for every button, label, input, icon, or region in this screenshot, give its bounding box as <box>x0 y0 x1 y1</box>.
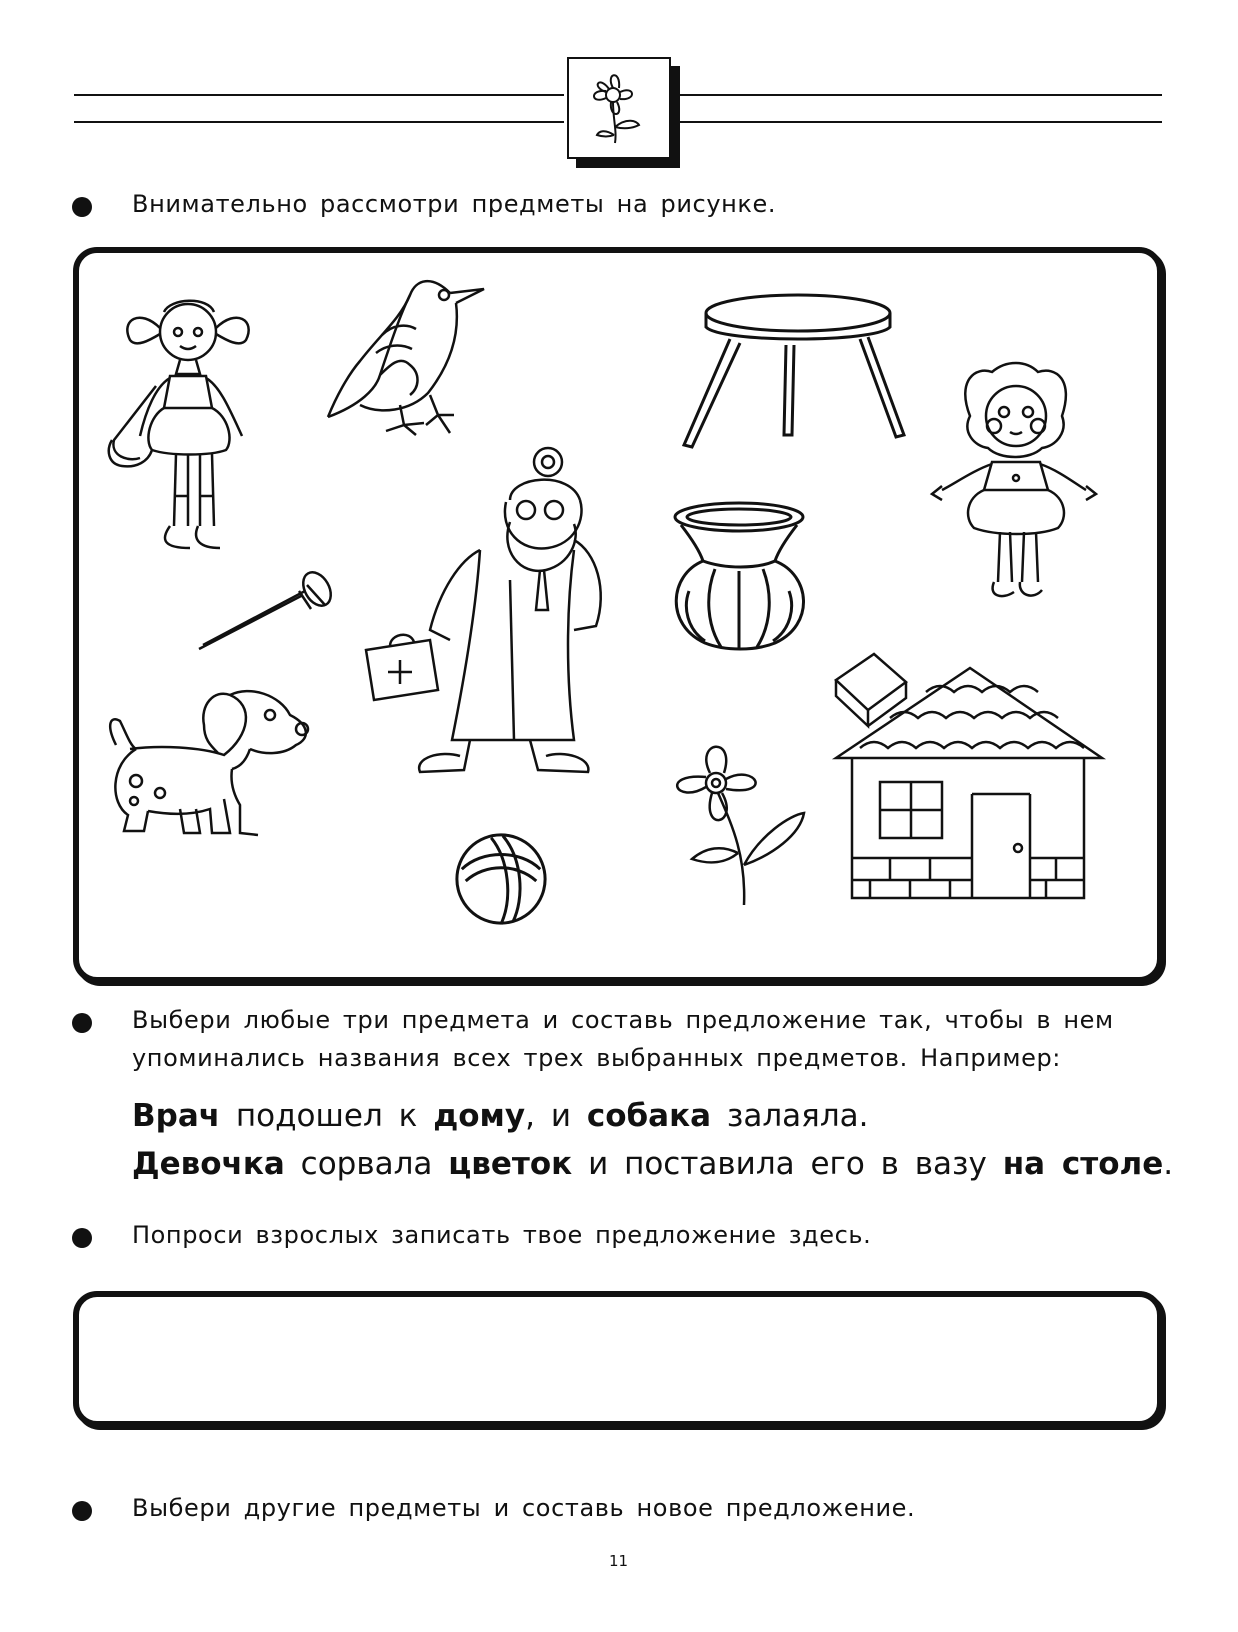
doctor-picture <box>360 440 610 780</box>
house-picture <box>830 648 1110 908</box>
instruction-choose-line2: упоминались названия всех трех выбранных предметов. Например: <box>132 1044 1061 1072</box>
example-text: , и <box>525 1098 587 1134</box>
bullet <box>72 1013 92 1033</box>
example-sentence-1 <box>132 1098 869 1134</box>
example-text: сорвала <box>284 1146 449 1182</box>
girl-picture <box>100 290 280 580</box>
example-keyword: на столе <box>1002 1146 1164 1182</box>
flower-picture <box>660 735 810 915</box>
pin-picture <box>195 565 345 655</box>
header-rule-left-bottom <box>74 121 564 123</box>
bird-picture <box>320 265 500 445</box>
example-keyword: Врач <box>132 1098 221 1134</box>
header-rule-right-bottom <box>676 121 1162 123</box>
example-keyword: собака <box>586 1098 712 1134</box>
instruction-ask-adults: Попроси взрослых записать твое предложение здесь. <box>132 1221 872 1249</box>
flower-icon <box>569 59 669 157</box>
instruction-choose-line1: Выбери любые три предмета и составь предложение так, чтобы в нем <box>132 1006 1114 1034</box>
bullet <box>72 1501 92 1521</box>
ball-picture <box>452 830 550 928</box>
example-text: залаяла. <box>711 1098 869 1134</box>
example-keyword: Девочка <box>132 1146 285 1182</box>
example-text: подошел к <box>220 1098 434 1134</box>
example-keyword: дому <box>433 1098 526 1134</box>
bullet <box>72 1228 92 1248</box>
dog-picture <box>100 685 320 855</box>
vase-picture <box>665 495 815 655</box>
example-keyword: цветок <box>448 1146 573 1182</box>
table-picture <box>690 285 910 455</box>
example-text: и поставила его в вазу <box>572 1146 1003 1182</box>
bullet <box>72 197 92 217</box>
example-sentence-2 <box>132 1146 1173 1182</box>
header-rule-left-top <box>74 94 564 96</box>
page-number: 11 <box>609 1552 629 1570</box>
answer-box[interactable] <box>73 1291 1163 1427</box>
instruction-another: Выбери другие предметы и составь новое предложение. <box>132 1494 916 1522</box>
example-text: . <box>1163 1146 1174 1182</box>
instruction-look: Внимательно рассмотри предметы на рисунке. <box>132 190 777 218</box>
doll-picture <box>930 360 1100 620</box>
header-rule-right-top <box>676 94 1162 96</box>
header-emblem <box>567 57 671 159</box>
